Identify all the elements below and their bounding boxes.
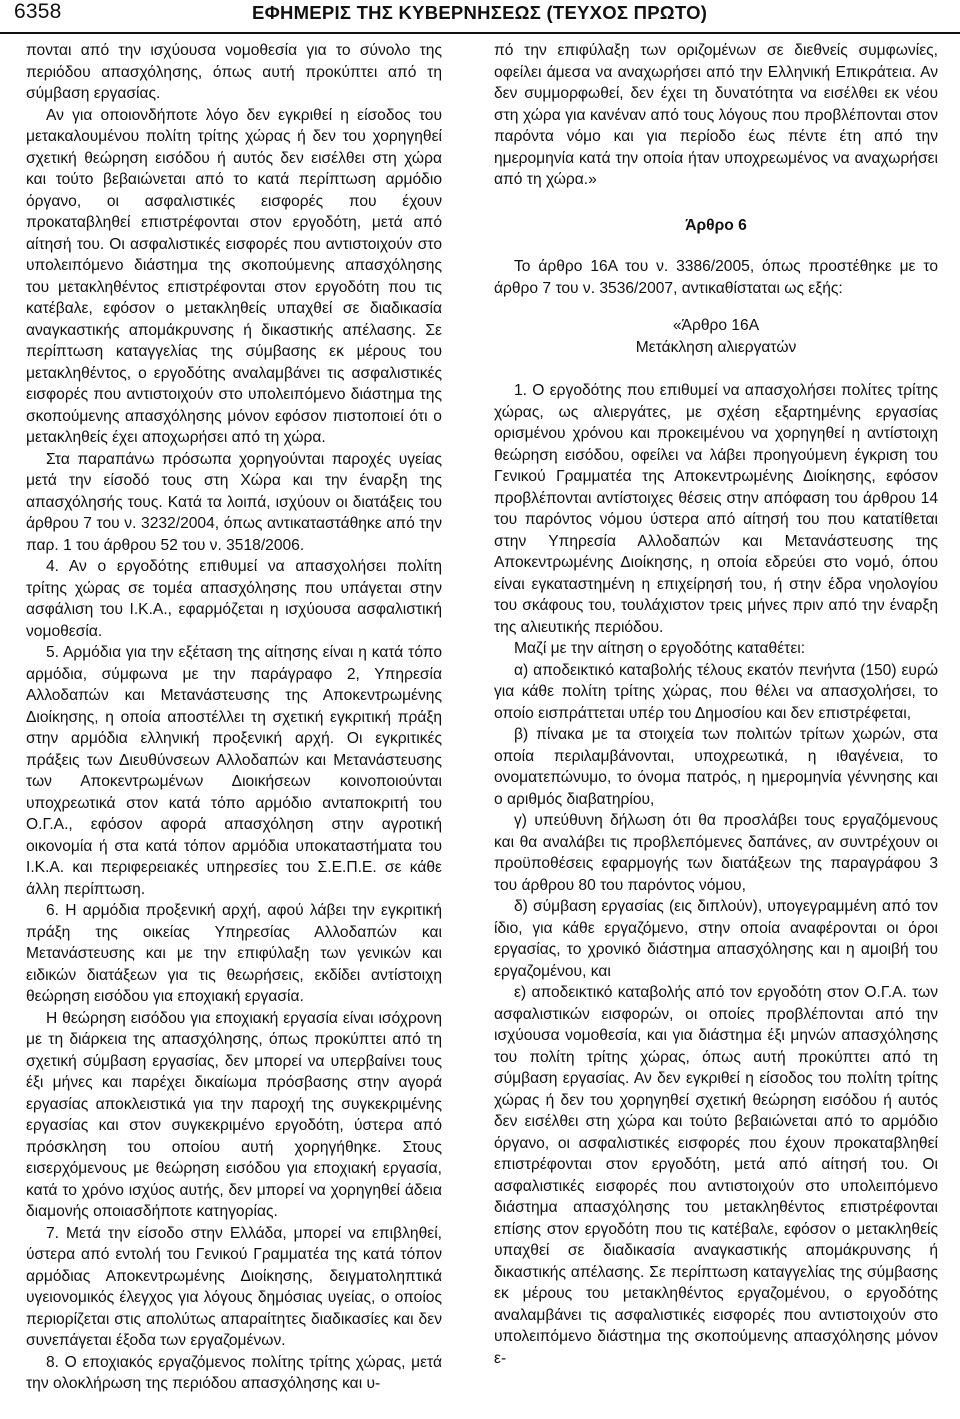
paragraph: α) αποδεικτικό καταβολής τέλους εκατόν πενήντα (150) ευρώ για κάθε πολίτη τρίτης χώρας, που θέλει να απασχολήσει, το οποίο εισπράττεται υπέρ του Δημοσίου και δεν επιστρέφεται,	[494, 661, 938, 722]
paragraph: ε) αποδεικτικό καταβολής από τον εργοδότη στον Ο.Γ.Α. των ασφαλιστικών εισφορών, οι οποίες προβλέπονται από την ισχύουσα νομοθεσία, και για διάστημα έξι μηνών απασχόλησης του πολίτη τρίτης χώρας, όπως αυτή προκύπτει από τη σύμβαση εργασίας. Αν δεν εγκριθεί η είσοδος του πολίτη τρίτης χώρας ή δεν του χορηγηθεί σχετική θεώρηση εισόδου ή αυτός δεν εισέλθει στη χώρα και τούτο βεβαιώνεται από το αρμόδιο όργανο, οι ασφαλιστικές εισφορές που έχουν προκαταβληθεί επιστρέφονται στον εργοδότη, μετά από αίτησή του. Οι ασφαλιστικές εισφορές που αντιστοιχούν στο υπολειπόμενο διάστημα απασχόλησης του μετακληθέντος επιστρέφονται επίσης στον εργοδότη που τις κατέβαλε, εφόσον ο μετακληθείς υπαχθεί σε διαδικασία αναγκαστικής απομάκρυνσης ή δικαστικής απέλασης. Σε περίπτωση καταγγελίας της σύμβασης εκ μέρους του μετακληθέντος εργαζομένου, ο εργοδότης αναλαμβάνει τις ασφαλιστικές εισφορές που αντιστοιχούν στο υπολειπόμενο διάστημα της σκοπούμενης απασχόλησης μόνον ε-	[494, 984, 938, 1367]
paragraph: β) πίνακα με τα στοιχεία των πολιτών τρίτων χωρών, στα οποία περιλαμβάνονται, υποχρεωτικά, η ιθαγένεια, το ονοματεπώνυμο, το όνομα πατρός, η ημερομηνία γέννησης και ο αριθμός διαβατηρίου,	[494, 726, 938, 808]
paragraph: δ) σύμβαση εργασίας (εις διπλούν), υπογεγραμμένη από τον ίδιο, για κάθε εργαζόμενο, στην οποία αναφέρονται οι όροι εργασίας, το χρονικό διάστημα απασχόλησης και η αμοιβή του εργαζομένου, και	[494, 898, 938, 980]
paragraph: γ) υπεύθυνη δήλωση ότι θα προσλάβει τους εργαζόμενους και θα αναλάβει τις προβλεπόμενες δαπάνες, αν συντρέχουν οι προϋποθέσεις εφαρμογής των διατάξεων της παραγράφου 3 του άρθρου 80 του παρόντος νόμου,	[494, 812, 938, 894]
paragraph: Μαζί με την αίτηση ο εργοδότης καταθέτει:	[514, 640, 806, 657]
paragraph: Στα παραπάνω πρόσωπα χορηγούνται παροχές υγείας μετά την είσοδό τους στη Χώρα και την έναρξη της απασχόλησής τους. Κατά τα λοιπά, ισχύουν οι διατάξεις του άρθρου 7 του ν. 3232/2004, όπως αντικαταστάθηκε από την παρ. 1 του άρθρου 52 του ν. 3518/2006.	[26, 450, 442, 554]
paragraph: πό την επιφύλαξη των οριζομένων σε διεθνείς συμφωνίες, οφείλει άμεσα να αναχωρήσει από την Ελληνική Επικράτεια. Αν δεν συμμορφωθεί, δεν έχει τη δυνατότητα να εισέλθει εκ νέου στη χώρα για κανέναν από τους λόγους που προβλέπονται στον παρόντα νόμο και για περίοδο έως πέντε έτη από την ημερομηνία κατά την οποία ήταν υποχρεωμένος να αναχωρήσει από τη χώρα.»	[494, 42, 938, 188]
paragraph: 6. Η αρμόδια προξενική αρχή, αφού λάβει την εγκριτική πράξη της οικείας Υπηρεσίας Αλλοδαπών και Μετανάστευσης και με την επιφύλαξη των γενικών και ειδικών διατάξεων για τις θεωρήσεις, εκδίδει αντίστοιχη θεώρηση εισόδου για εποχιακή εργασία.	[26, 902, 442, 1005]
paragraph: 5. Αρμόδια για την εξέταση της αίτησης είναι η κατά τόπο αρμόδια, σύμφωνα με την παράγραφο 2, Υπηρεσία Αλλοδαπών και Μετανάστευσης της Αποκεντρωμένης Διοίκησης, η οποία αποστέλλει τη σχετική εγκριτική πράξη στην αρμόδια ελληνική προξενική αρχή. Οι εγκριτικές πράξεις των Διευθύνσεων Αλλοδαπών και Μετανάστευσης των Αποκεντρωμένων Διοικήσεων κοινοποιούνται υποχρεωτικά στον κατά τόπο αρμόδιο ανταποκριτή του Ο.Γ.Α., εφόσον αφορά απασχόληση στην αγροτική οικονομία ή στα κατά τόπον αρμόδια υποκαταστήματα του Ι.Κ.Α. και περιφερειακές υπηρεσίες του Σ.Ε.Π.Ε. σε κάθε άλλη περίπτωση.	[26, 644, 442, 898]
paragraph: πονται από την ισχύουσα νομοθεσία για το σύνολο της περιόδου απασχόλησης, όπως αυτή προκύπτει από τη σύμβαση εργασίας.	[26, 42, 442, 102]
paragraph: Αν για οποιονδήποτε λόγο δεν εγκριθεί η είσοδος του μετακαλουμένου πολίτη τρίτης χώρας ή δεν του χορηγηθεί σχετική θεώρηση εισόδου ή αυτός δεν εισέλθει στη χώρα και τούτο βεβαιώνεται από το κατά περίπτωση αρμόδιο όργανο, οι ασφαλιστικές εισφορές που έχουν προκαταβληθεί επιστρέφονται στον εργοδότη, μετά από αίτησή του. Οι ασφαλιστικές εισφορές που αντιστοιχούν στο υπολειπόμενο διάστημα της σκοπούμενης απασχόλησης του μετακληθέντος επιστρέφονται στον εργοδότη που τις κατέβαλε, εφόσον ο μετακληθείς υπαχθεί σε διαδικασία αναγκαστικής απομάκρυνσης ή δικαστικής απέλασης. Σε περίπτωση καταγγελίας της σύμβασης εκ μέρους του μετακληθέντος, ο εργοδότης αναλαμβάνει τις ασφαλιστικές εισφορές που αντιστοιχούν στο υπολειπόμενο διάστημα της σκοπούμενης απασχόλησης μόνον εφόσον πιστοποιεί ότι ο μετακληθείς έχει αποχωρήσει από τη χώρα.	[26, 106, 442, 446]
paragraph: Το άρθρο 16Α του ν. 3386/2005, όπως προστέθηκε με το άρθρο 7 του ν. 3536/2007, αντικαθίσταται ως εξής:	[494, 258, 938, 297]
quoted-article-heading: «Άρθρο 16Α	[672, 317, 760, 334]
left-column	[26, 40, 442, 1395]
page-header	[0, 0, 960, 34]
article-heading: Άρθρο 6	[685, 216, 747, 234]
journal-title: ΕΦΗΜΕΡΙΣ ΤΗΣ ΚΥΒΕΡΝΗΣΕΩΣ (ΤΕΥΧΟΣ ΠΡΩΤΟ)	[252, 2, 708, 23]
paragraph: Η θεώρηση εισόδου για εποχιακή εργασία είναι ισόχρονη με τη διάρκεια της απασχόλησης, όπως προκύπτει από τη σχετική σύμβαση εργασίας, δεν μπορεί να υπερβαίνει τους έξι μήνες και παρέχει δικαίωμα πρόσβασης στην αγορά εργασίας αποκλειστικά για την παροχή της συγκεκριμένης εργασίας και στον συγκεκριμένο εργοδότη, ύστερα από πρόσκληση του οποίου αυτή χορηγήθηκε. Στους εισερχόμενους με θεώρηση εισόδου για εποχιακή εργασία, κατά το χρόνο ισχύος αυτής, δεν μπορεί να χορηγηθεί άδεια διαμονής οποιασδήποτε κατηγορίας.	[26, 1009, 442, 1220]
paragraph: 7. Μετά την είσοδο στην Ελλάδα, μπορεί να επιβληθεί, ύστερα από εντολή του Γενικού Γραμματέα της κατά τόπον αρμόδιας Αποκεντρωμένης Διοίκησης, δειγματοληπτικά υγειονομικός έλεγχος για λόγους δημόσιας υγείας, ο οποίος περιορίζεται στις απολύτως απαραίτητες διαδικασίες και δεν συνεπάγεται έξοδα των εργαζομένων.	[26, 1224, 442, 1349]
paragraph: 8. Ο εποχιακός εργαζόμενος πολίτης τρίτης χώρας, μετά την ολοκλήρωση της περιόδου απασχόλησης και υ-	[26, 1353, 442, 1392]
header-rule	[0, 32, 960, 34]
paragraph: 1. Ο εργοδότης που επιθυμεί να απασχολήσει πολίτες τρίτης χώρας, ως αλιεργάτες, με σχέση εξαρτημένης εργασίας ορισμένου χρόνου και προκειμένου να χορηγηθεί η αντίστοιχη θεώρηση εισόδου, οφείλει να λάβει προηγούμενη έγκριση του Γενικού Γραμματέα της Αποκεντρωμένης Διοίκησης, εφόσον προβλέπονται αντίστοιχες θέσεις στην απόφαση του άρθρου 14 του παρόντος νόμου ύστερα από αίτησή του που κατατίθεται στην Υπηρεσία Αλλοδαπών και Μετανάστευσης της Αποκεντρωμένης Διοίκησης, η οποία εδρεύει στο νομό, όπου είναι εγκαταστημένη η επιχείρησή του, ή στην έδρα νηολογίου του σκάφους του, τουλάχιστον τρεις μήνες πριν από την έναρξη της αλιευτικής περιόδου.	[494, 382, 938, 636]
right-column	[494, 40, 938, 1369]
page-number: 6358	[14, 0, 62, 23]
paragraph: 4. Αν ο εργοδότης επιθυμεί να απασχολήσει πολίτη τρίτης χώρας σε τομέα απασχόλησης που υπάγεται στην ασφάλιση του Ι.Κ.Α., εφαρμόζεται η ισχύουσα ασφαλιστική νομοθεσία.	[26, 558, 442, 640]
quoted-article-title: Μετάκληση αλιεργατών	[635, 338, 797, 356]
